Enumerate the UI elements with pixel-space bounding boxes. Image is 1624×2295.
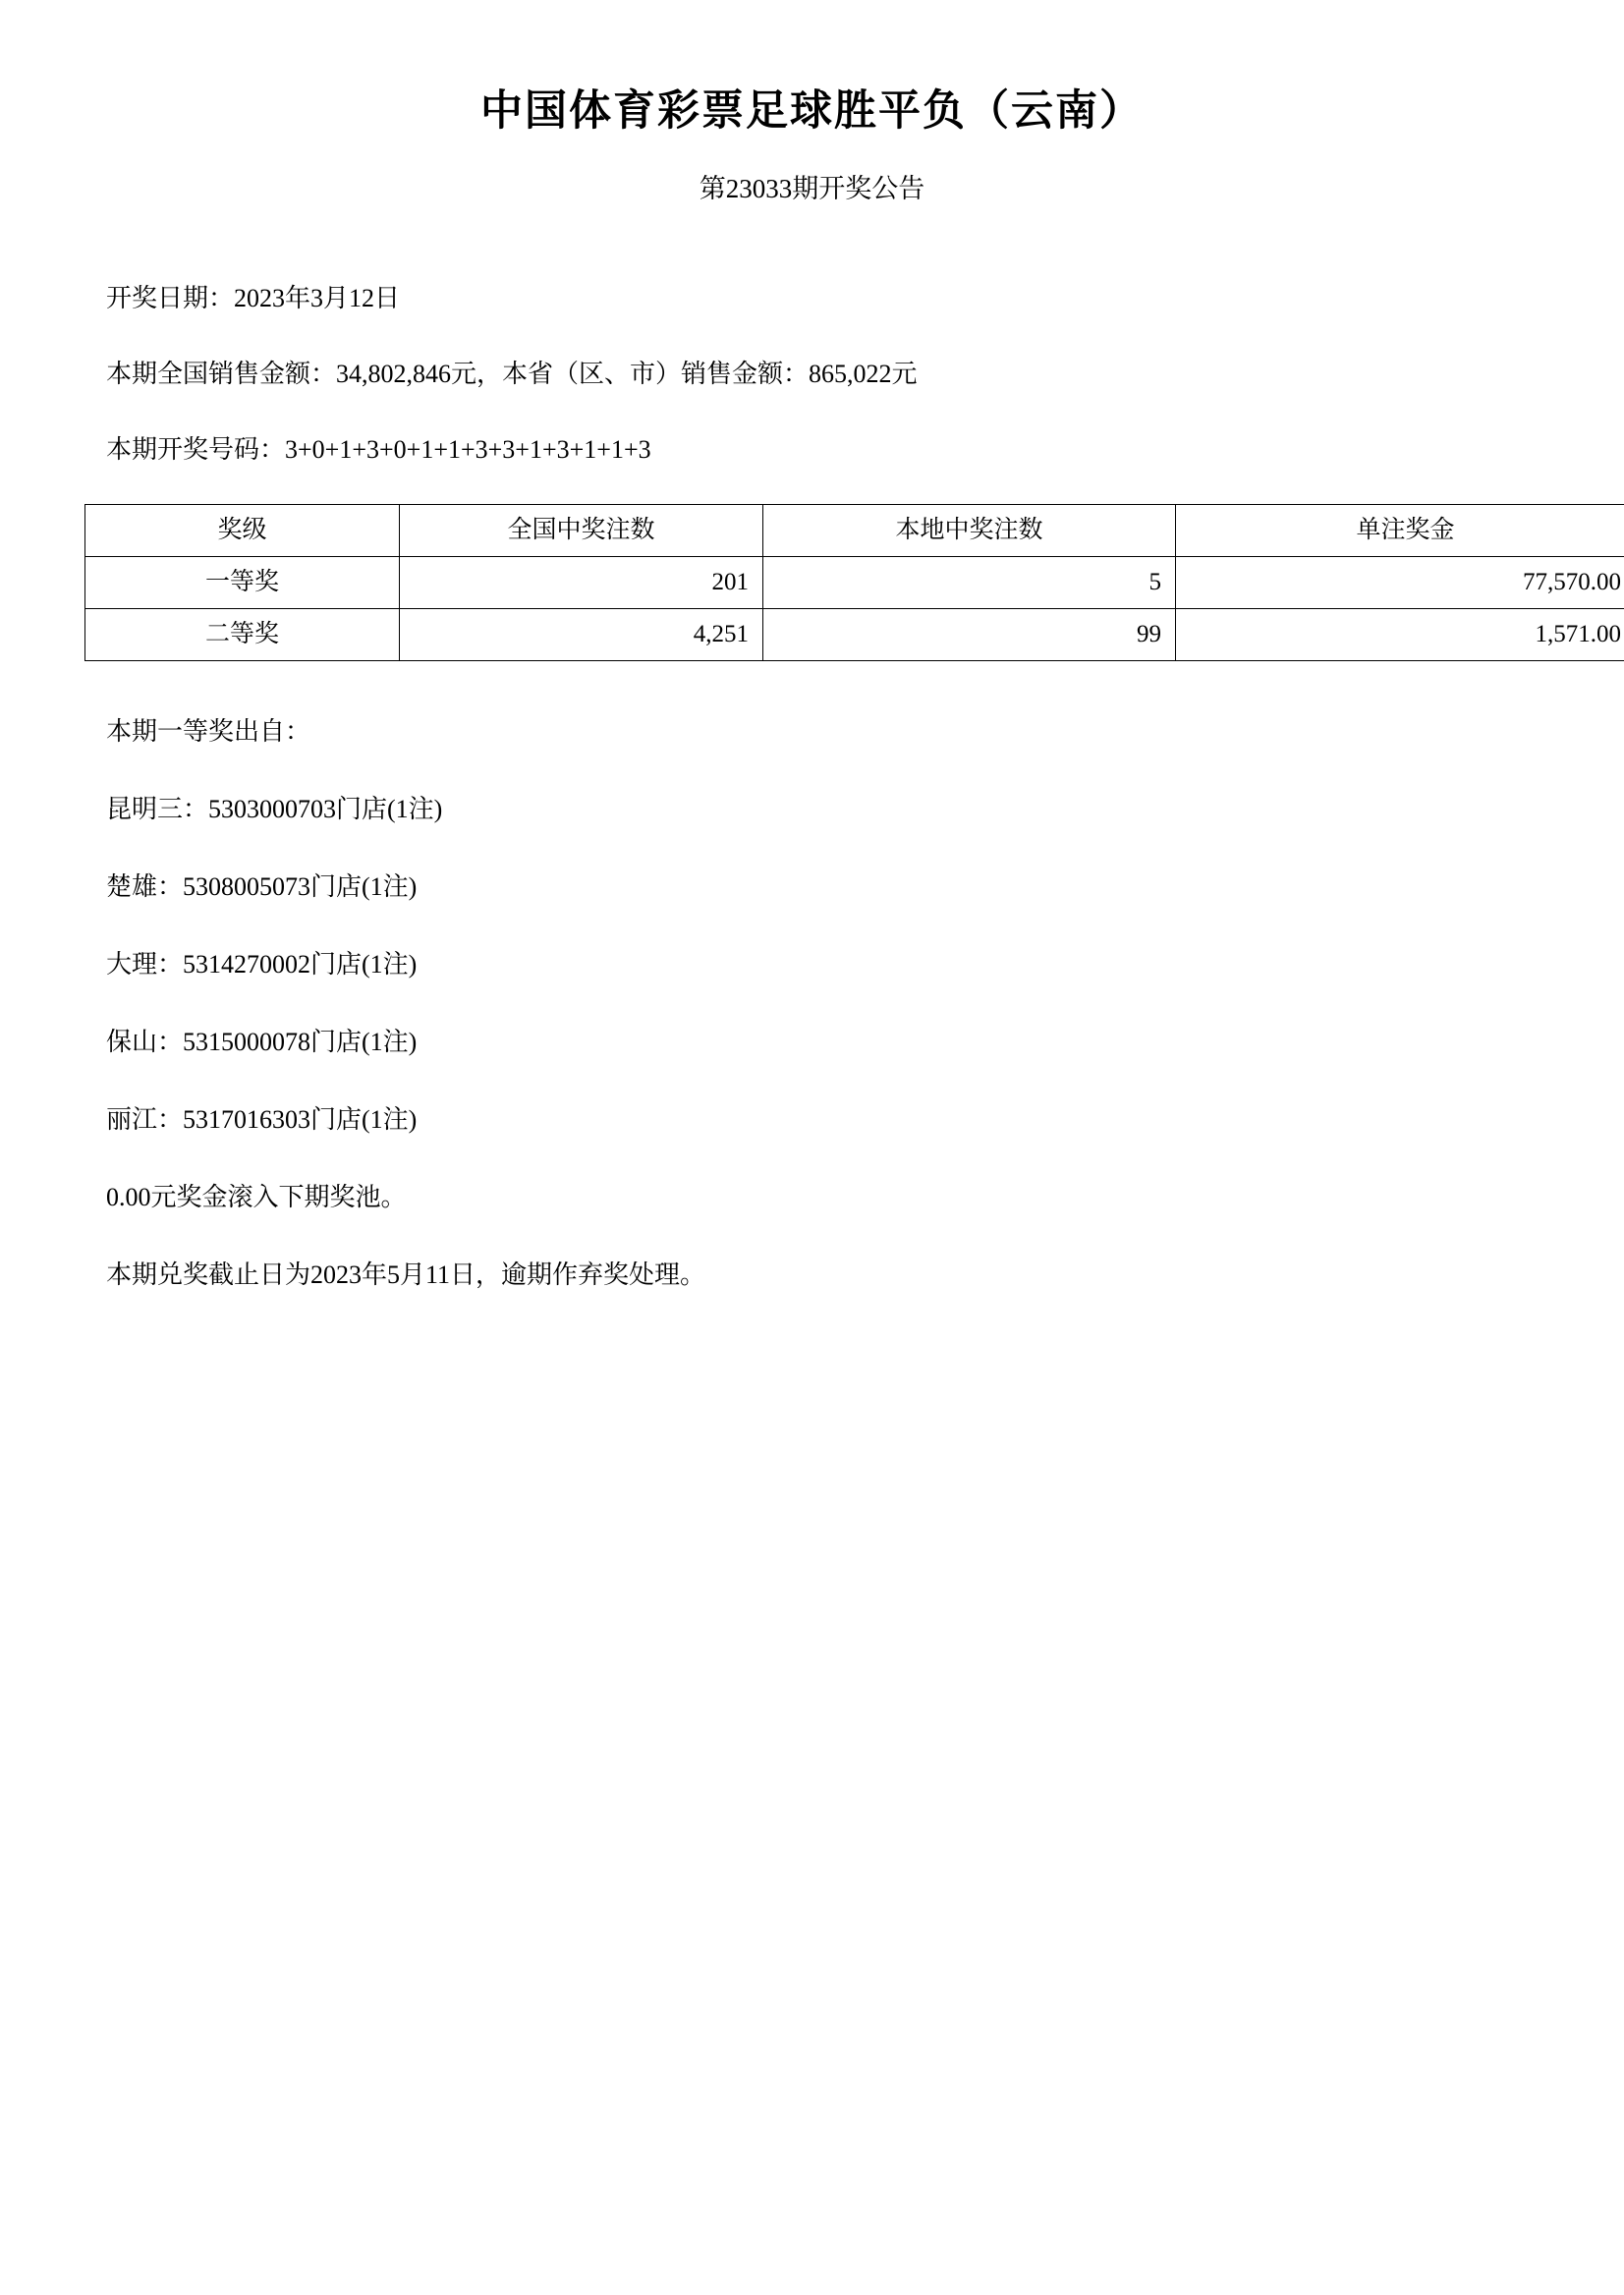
winners-lead-text: 本期一等奖出自： — [106, 716, 311, 746]
cell-prize-amount: 77,570.00 — [1176, 556, 1624, 608]
page-title: 中国体育彩票足球胜平负（云南） — [480, 88, 1144, 135]
table-row — [85, 608, 1624, 660]
list-item: 楚雄：5308005073门店(1注) — [106, 871, 418, 901]
cell-national-count: 201 — [400, 556, 763, 608]
meta-block — [84, 279, 1540, 469]
table-header-row — [85, 504, 1624, 556]
draw-date-line: 开奖日期：2023年3月12日 — [106, 283, 401, 312]
cell-local-count: 99 — [763, 608, 1176, 660]
list-item: 保山：5315000078门店(1注) — [106, 1027, 418, 1056]
sales-amount-line: 本期全国销售金额：34,802,846元，本省（区、市）销售金额：865,022元 — [106, 359, 918, 388]
rollover-note: 0.00元奖金滚入下期奖池。 — [106, 1182, 407, 1211]
list-item: 大理：5314270002门店(1注) — [106, 949, 418, 979]
list-item: 丽江：5317016303门店(1注) — [106, 1104, 418, 1134]
cell-local-count: 5 — [763, 556, 1176, 608]
column-header-prize-amount: 单注奖金 — [1176, 504, 1624, 556]
prize-table — [84, 504, 1624, 661]
column-header-national-count: 全国中奖注数 — [400, 504, 763, 556]
table-row — [85, 556, 1624, 608]
cell-prize-amount: 1,571.00 — [1176, 608, 1624, 660]
cell-prize-level: 一等奖 — [85, 556, 400, 608]
column-header-local-count: 本地中奖注数 — [763, 504, 1176, 556]
page-subtitle: 第23033期开奖公告 — [699, 174, 925, 204]
claim-deadline-note: 本期兑奖截止日为2023年5月11日，逾期作弃奖处理。 — [106, 1259, 706, 1289]
list-item: 昆明三：5303000703门店(1注) — [106, 794, 443, 823]
column-header-level: 奖级 — [85, 504, 400, 556]
cell-national-count: 4,251 — [400, 608, 763, 660]
winners-block — [84, 712, 1540, 1139]
cell-prize-level: 二等奖 — [85, 608, 400, 660]
footer-block — [84, 1178, 1540, 1294]
winning-numbers-line: 本期开奖号码：3+0+1+3+0+1+1+3+3+1+3+1+1+3 — [106, 434, 651, 464]
